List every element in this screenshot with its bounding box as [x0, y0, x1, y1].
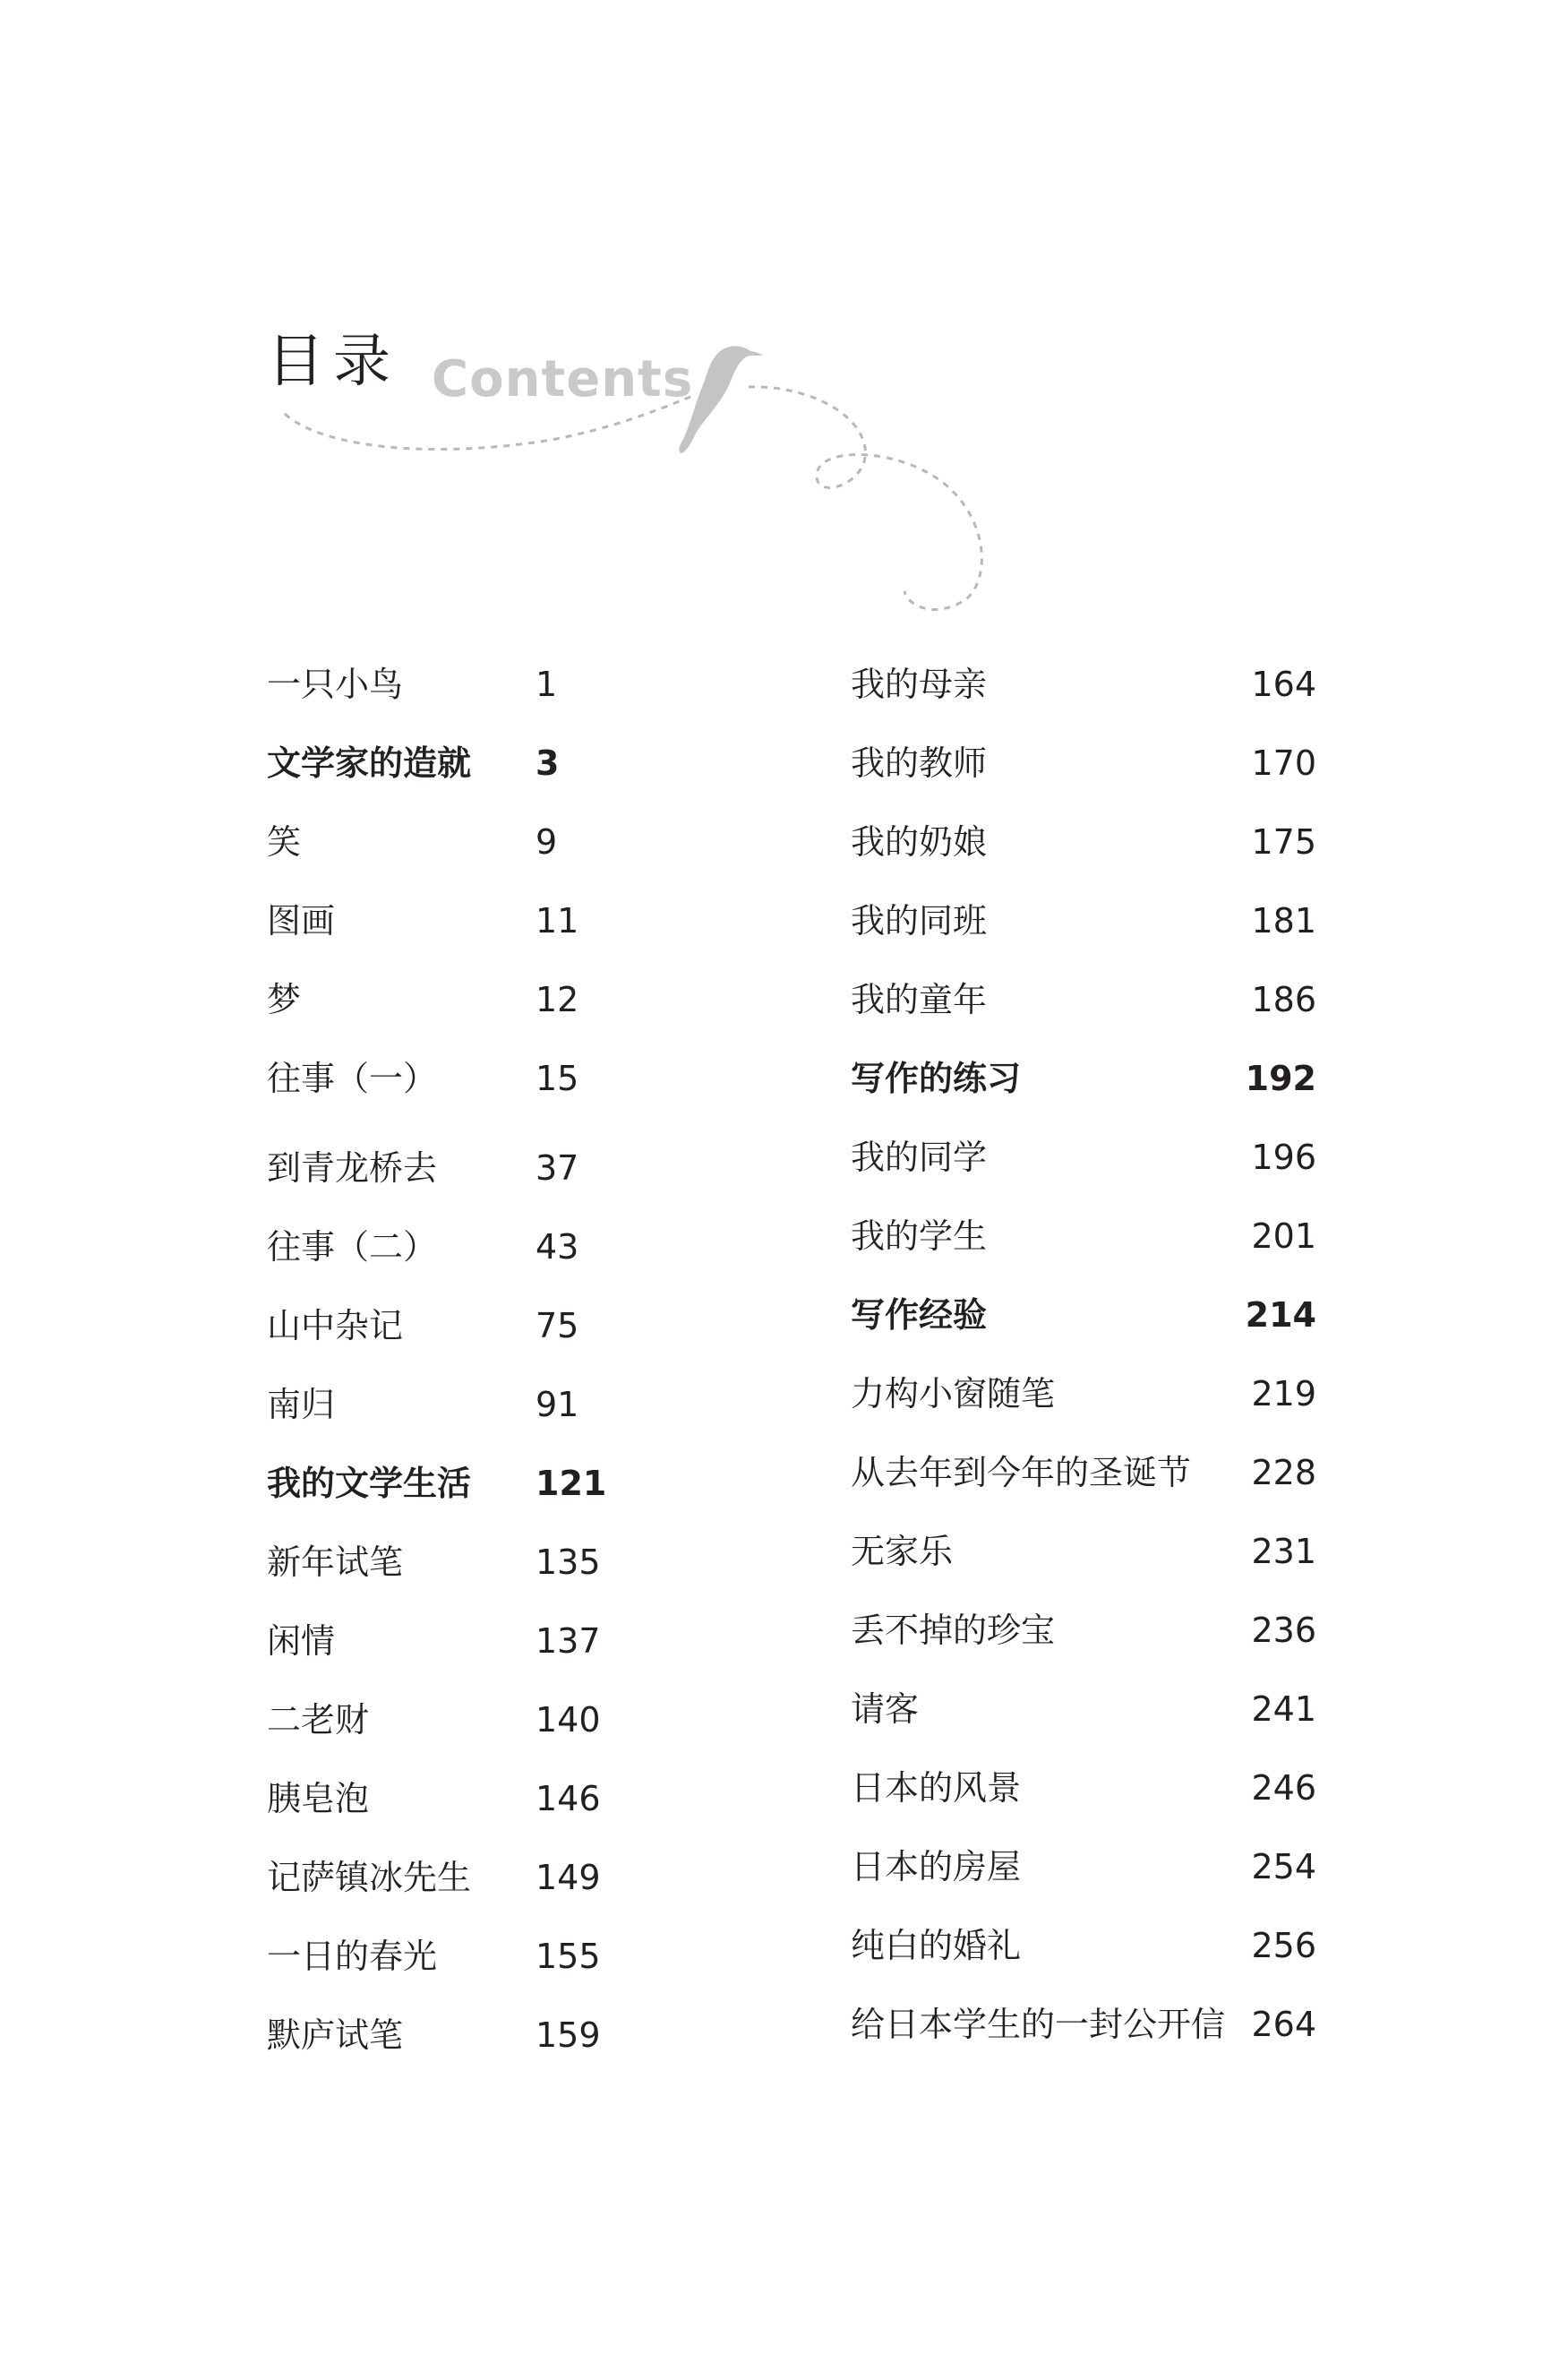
toc-entry-title: 文学家的造就 [267, 743, 472, 783]
toc-entry-title: 我的同学 [851, 1138, 988, 1177]
toc-entry-page: 43 [536, 1227, 579, 1267]
toc-entry[interactable] [267, 960, 607, 1039]
toc-entry-title: 给日本学生的一封公开信 [851, 2005, 1226, 2044]
toc-entry-title: 笑 [267, 822, 302, 862]
toc-entry[interactable] [267, 1996, 607, 2075]
toc-entry[interactable] [267, 803, 607, 881]
toc-entry-page: 241 [1251, 1689, 1316, 1729]
toc-entry-title: 二老财 [267, 1700, 370, 1740]
page-title: 目录 [267, 329, 399, 395]
toc-entry-page: 159 [536, 2015, 601, 2055]
toc-entry[interactable] [851, 724, 1316, 803]
toc-entry[interactable] [267, 645, 607, 724]
toc-entry-page: 181 [1251, 901, 1316, 941]
toc-entry[interactable] [851, 1197, 1316, 1276]
toc-entry-page: 170 [1251, 743, 1316, 783]
toc-entry[interactable] [851, 1591, 1316, 1670]
toc-entry-title: 梦 [267, 980, 302, 1019]
toc-entry-page: 219 [1251, 1374, 1316, 1413]
toc-entry-page: 175 [1251, 822, 1316, 862]
toc-entry-title: 记萨镇冰先生 [267, 1858, 472, 1897]
toc-entry-page: 146 [536, 1779, 601, 1818]
toc-entry[interactable] [851, 1433, 1316, 1512]
toc-entry-title: 往事（二） [267, 1227, 438, 1267]
toc-entry-title: 到青龙桥去 [267, 1148, 438, 1188]
toc-section-heading[interactable] [851, 1039, 1316, 1118]
toc-entry-page: 196 [1251, 1138, 1316, 1177]
toc-entry-page: 256 [1251, 1926, 1316, 1965]
toc-entry[interactable] [267, 1039, 607, 1129]
toc-entry-page: 9 [536, 822, 558, 862]
page-subtitle: Contents [432, 350, 694, 408]
toc-entry-page: 15 [536, 1059, 579, 1098]
toc-entry-title: 我的学生 [851, 1216, 988, 1256]
toc-entry[interactable] [851, 1748, 1316, 1827]
toc-entry[interactable] [851, 1118, 1316, 1197]
toc-entry-page: 231 [1251, 1532, 1316, 1571]
toc-entry[interactable] [851, 1354, 1316, 1433]
toc-entry-title: 我的母亲 [851, 665, 988, 704]
toc-entry-page: 137 [536, 1621, 601, 1661]
toc-entry-title: 我的同班 [851, 901, 988, 941]
toc-entry-page: 12 [536, 980, 579, 1019]
toc-entry-page: 236 [1251, 1611, 1316, 1650]
toc-entry-page: 75 [536, 1306, 579, 1345]
toc-entry[interactable] [851, 1670, 1316, 1748]
toc-right-column [851, 645, 1316, 2064]
toc-entry[interactable] [267, 1602, 607, 1680]
toc-entry-page: 214 [1245, 1295, 1316, 1335]
toc-entry-title: 胰皂泡 [267, 1779, 370, 1818]
toc-entry-page: 254 [1251, 1847, 1316, 1886]
toc-entry-title: 我的教师 [851, 743, 988, 783]
toc-entry-title: 纯白的婚礼 [851, 1926, 1022, 1965]
toc-entry-page: 1 [536, 665, 558, 704]
toc-entry-page: 264 [1251, 2005, 1316, 2044]
toc-entry[interactable] [851, 881, 1316, 960]
toc-entry[interactable] [851, 803, 1316, 881]
toc-entry[interactable] [267, 1838, 607, 1917]
toc-entry[interactable] [267, 1523, 607, 1602]
toc-entry-title: 从去年到今年的圣诞节 [851, 1453, 1192, 1492]
toc-entry-title: 写作经验 [851, 1295, 988, 1335]
toc-entry[interactable] [267, 881, 607, 960]
toc-entry[interactable] [267, 1129, 607, 1207]
toc-section-heading[interactable] [267, 724, 607, 803]
toc-entry[interactable] [851, 1827, 1316, 1906]
toc-entry-page: 91 [536, 1385, 579, 1424]
toc-entry-title: 请客 [851, 1689, 920, 1729]
toc-entry-title: 力构小窗随笔 [851, 1374, 1056, 1413]
toc-entry[interactable] [267, 1917, 607, 1996]
toc-entry-title: 我的童年 [851, 980, 988, 1019]
toc-entry-title: 山中杂记 [267, 1306, 404, 1345]
toc-entry-page: 186 [1251, 980, 1316, 1019]
toc-entry-title: 我的文学生活 [267, 1464, 472, 1503]
toc-entry-title: 默庐试笔 [267, 2015, 404, 2055]
toc-entry-title: 丢不掉的珍宝 [851, 1611, 1056, 1650]
toc-section-heading[interactable] [851, 1276, 1316, 1354]
toc-section-heading[interactable] [267, 1444, 607, 1523]
toc-entry-title: 日本的房屋 [851, 1847, 1022, 1886]
toc-entry-page: 135 [536, 1542, 601, 1582]
toc-entry[interactable] [851, 960, 1316, 1039]
toc-entry-page: 121 [536, 1464, 607, 1503]
toc-entry[interactable] [851, 1985, 1316, 2064]
toc-entry-page: 140 [536, 1700, 601, 1740]
toc-left-column [267, 645, 607, 2075]
toc-entry-page: 201 [1251, 1216, 1316, 1256]
toc-entry-title: 图画 [267, 901, 336, 941]
toc-entry-title: 一日的春光 [267, 1937, 438, 1976]
toc-entry-page: 228 [1251, 1453, 1316, 1492]
toc-entry[interactable] [267, 1680, 607, 1759]
toc-entry-page: 192 [1245, 1059, 1316, 1098]
toc-entry-page: 155 [536, 1937, 601, 1976]
toc-entry-page: 3 [536, 743, 560, 783]
toc-entry[interactable] [267, 1759, 607, 1838]
toc-entry-page: 149 [536, 1858, 601, 1897]
toc-entry-title: 日本的风景 [851, 1768, 1022, 1808]
toc-entry-title: 南归 [267, 1385, 336, 1424]
toc-entry[interactable] [267, 1207, 607, 1286]
toc-entry-title: 闲情 [267, 1621, 336, 1661]
toc-entry-title: 无家乐 [851, 1532, 954, 1571]
page-header [0, 0, 1568, 645]
toc-entry[interactable] [267, 1286, 607, 1365]
bird-with-dotted-trail-icon [0, 0, 1568, 645]
toc-entry-page: 164 [1251, 665, 1316, 704]
toc-entry-page: 11 [536, 901, 579, 941]
toc-entry-page: 37 [536, 1148, 579, 1188]
toc-entry-title: 新年试笔 [267, 1542, 404, 1582]
toc-entry[interactable] [851, 645, 1316, 724]
toc-entry-title: 我的奶娘 [851, 822, 988, 862]
toc-entry[interactable] [267, 1365, 607, 1444]
toc-entry[interactable] [851, 1512, 1316, 1591]
toc-entry-page: 246 [1251, 1768, 1316, 1808]
toc-entry-title: 往事（一） [267, 1059, 438, 1098]
toc-entry-title: 写作的练习 [851, 1059, 1022, 1098]
toc-entry[interactable] [851, 1906, 1316, 1985]
toc-entry-title: 一只小鸟 [267, 665, 404, 704]
